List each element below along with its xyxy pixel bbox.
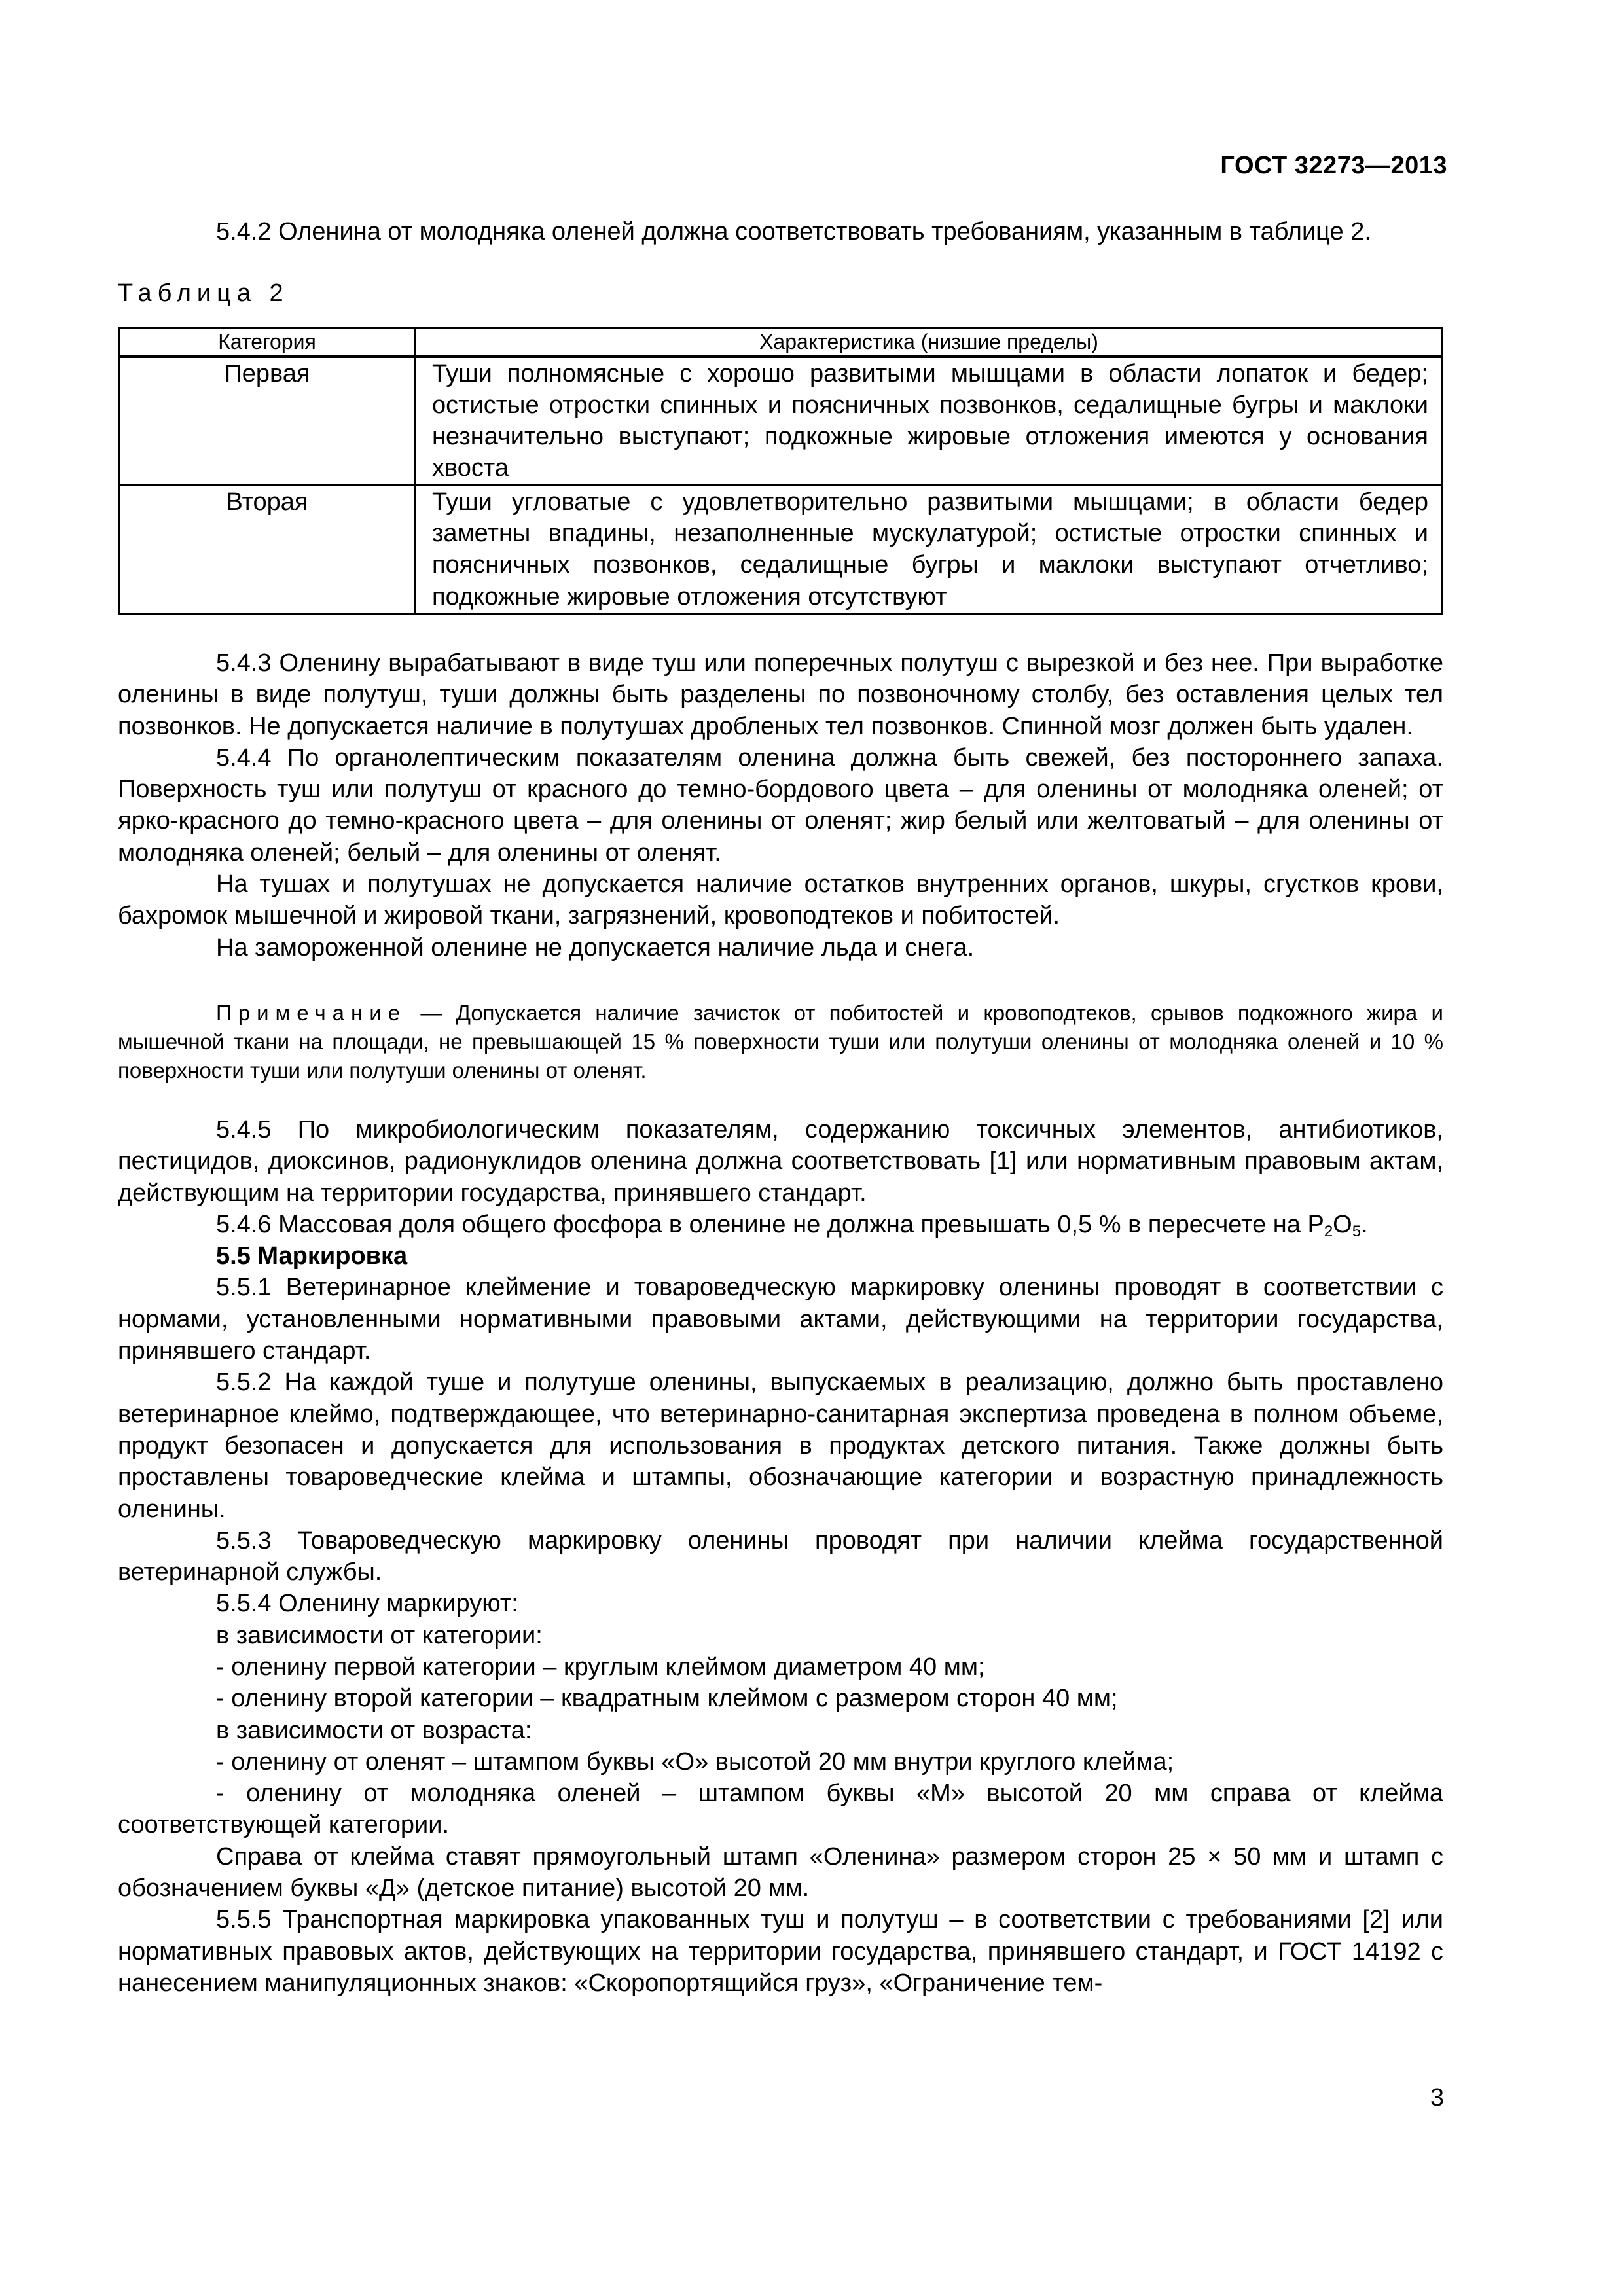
- list-subheading: в зависимости от возраста:: [216, 1716, 532, 1744]
- paragraph-5-4-3: 5.4.3 Оленину вырабатывают в виде туш или поперечных полутуш с вырезкой и без нее. При выработке оленины в виде полутуш, туши должны быть разделены по позвоночному столбу, без оставления целых тел позвонков. Не допускается наличие в полутушах дробленых тел позвонков. Спинной мозг должен быть удален.: [118, 649, 1443, 740]
- column-header-characteristic: Характеристика (низшие пределы): [416, 327, 1443, 356]
- paragraph-5-5-5: 5.5.5 Транспортная маркировка упакованных туш и полутуш – в соответствии с требованиями [2] или нормативных правовых актов, действующих на территории государства, принявшего стандарт, и ГОСТ 14192 с нанесением манипуляционных знаков: «Скоропортящийся груз», «Ограничение тем-: [118, 1906, 1443, 1997]
- formula-text: O: [1333, 1210, 1352, 1238]
- list-item: - оленину от оленят – штампом буквы «О» высотой 20 мм внутри круглого клейма;: [216, 1748, 1174, 1776]
- list-subheading: в зависимости от категории:: [216, 1621, 543, 1649]
- paragraph-5-4-6: [118, 1209, 1443, 1240]
- requirements-table: [118, 327, 1443, 615]
- paragraph-5-4-4-residues: На тушах и полутушах не допускается наличие остатков внутренних органов, шкуры, сгустков крови, бахромок мышечной и жировой ткани, загрязнений, кровоподтеков и побитостей.: [118, 870, 1443, 930]
- characteristic-cell: Туши полномясные с хорошо развитыми мышцами в области лопаток и бедер; остистые отростки спинных и поясничных позвонков, седалищные бугры и маклоки незначительно выступают; подкожные жировые отложения имеются у основания хвоста: [416, 356, 1443, 485]
- paragraph-5-4-6-text: 5.4.6 Массовая доля общего фосфора в оленине не должна превышать 0,5 % в пересчете на P: [216, 1210, 1324, 1238]
- table-header-row: [119, 327, 1443, 356]
- table-row: [119, 485, 1443, 613]
- note-text: — Допускается наличие зачисток от побитостей и кровоподтеков, срывов подкожного жира и мышечной ткани на площади, не превышающей 15 % поверхности туши или полутуши оленины от молодняка оленей и 10 % поверхности туши или полутуши оленины от оленят.: [118, 1000, 1443, 1083]
- subscript: 5: [1352, 1222, 1362, 1240]
- page-body: [118, 216, 1443, 1999]
- paragraph-5-4-4-frozen: На замороженной оленине не допускается наличие льда и снега.: [216, 933, 975, 961]
- paragraph-5-5-4: 5.5.4 Оленину маркируют:: [216, 1590, 518, 1618]
- note: [118, 999, 1443, 1085]
- category-cell: Первая: [119, 356, 416, 485]
- section-heading-5-5: 5.5 Маркировка: [216, 1242, 408, 1270]
- characteristic-cell: Туши угловатые с удовлетворительно развитыми мышцами; в области бедер заметны впадины, незаполненные мускулатурой; остистые отростки спинных и поясничных позвонков, седалищные бугры и маклоки выступают отчетливо; подкожные жировые отложения отсутствуют: [416, 485, 1443, 613]
- formula-end: .: [1361, 1210, 1368, 1238]
- list-item: - оленину от молодняка оленей – штампом буквы «М» высотой 20 мм справа от клейма соответствующей категории.: [118, 1780, 1443, 1839]
- subscript: 2: [1324, 1222, 1333, 1240]
- category-cell: Вторая: [119, 485, 416, 613]
- paragraph-5-4-2: 5.4.2 Оленина от молодняка оленей должна соответствовать требованиям, указанным в таблице 2.: [216, 218, 1371, 245]
- page-number: 3: [1430, 2084, 1444, 2111]
- table-caption: Таблица 2: [118, 279, 289, 308]
- list-item: - оленину первой категории – круглым клеймом диаметром 40 мм;: [216, 1653, 985, 1681]
- paragraph-5-5-3: 5.5.3 Товароведческую маркировку оленины проводят при наличии клейма государственной ветеринарной службы.: [118, 1526, 1443, 1587]
- paragraph-5-4-4: 5.4.4 По органолептическим показателям оленина должна быть свежей, без постороннего запаха. Поверхность туш или полутуш от красного до темно-бордового цвета – для оленины от молодняка оленей; от ярко-красного до темно-красного цвета – для оленины от оленят; жир белый или желтоватый – для оленины от молодняка оленей; белый – для оленины от оленят.: [118, 744, 1443, 867]
- paragraph-5-4-5: 5.4.5 По микробиологическим показателям, содержанию токсичных элементов, антибиотиков, пестицидов, диоксинов, радионуклидов оленина должна соответствовать [1] или нормативным правовым актам, действующим на территории государства, принявшего стандарт.: [118, 1115, 1443, 1207]
- note-label: Примечание: [216, 1000, 407, 1025]
- paragraph-5-5-1: 5.5.1 Ветеринарное клеймение и товароведческую маркировку оленины проводят в соответствии с нормами, установленными нормативными правовыми актами, действующими на территории государства, принявшего стандарт.: [118, 1274, 1443, 1365]
- paragraph-stamp: Справа от клейма ставят прямоугольный штамп «Оленина» размером сторон 25 × 50 мм и штамп с обозначением буквы «Д» (детское питание) высотой 20 мм.: [118, 1842, 1443, 1903]
- table-row: [119, 356, 1443, 485]
- paragraph-5-5-2: 5.5.2 На каждой туше и полутуше оленины, выпускаемых в реализацию, должно быть проставлено ветеринарное клеймо, подтверждающее, что ветеринарно-санитарная экспертиза проведена в полном объеме, продукт безопасен и допускается для использования в продуктах детского питания. Также должны быть проставлены товароведческие клейма и штампы, обозначающие категории и возрастную принадлежность оленины.: [118, 1369, 1443, 1523]
- list-item: - оленину второй категории – квадратным клеймом с размером сторон 40 мм;: [216, 1685, 1118, 1713]
- column-header-category: Категория: [119, 327, 416, 356]
- document-code: ГОСТ 32273—2013: [1220, 152, 1447, 179]
